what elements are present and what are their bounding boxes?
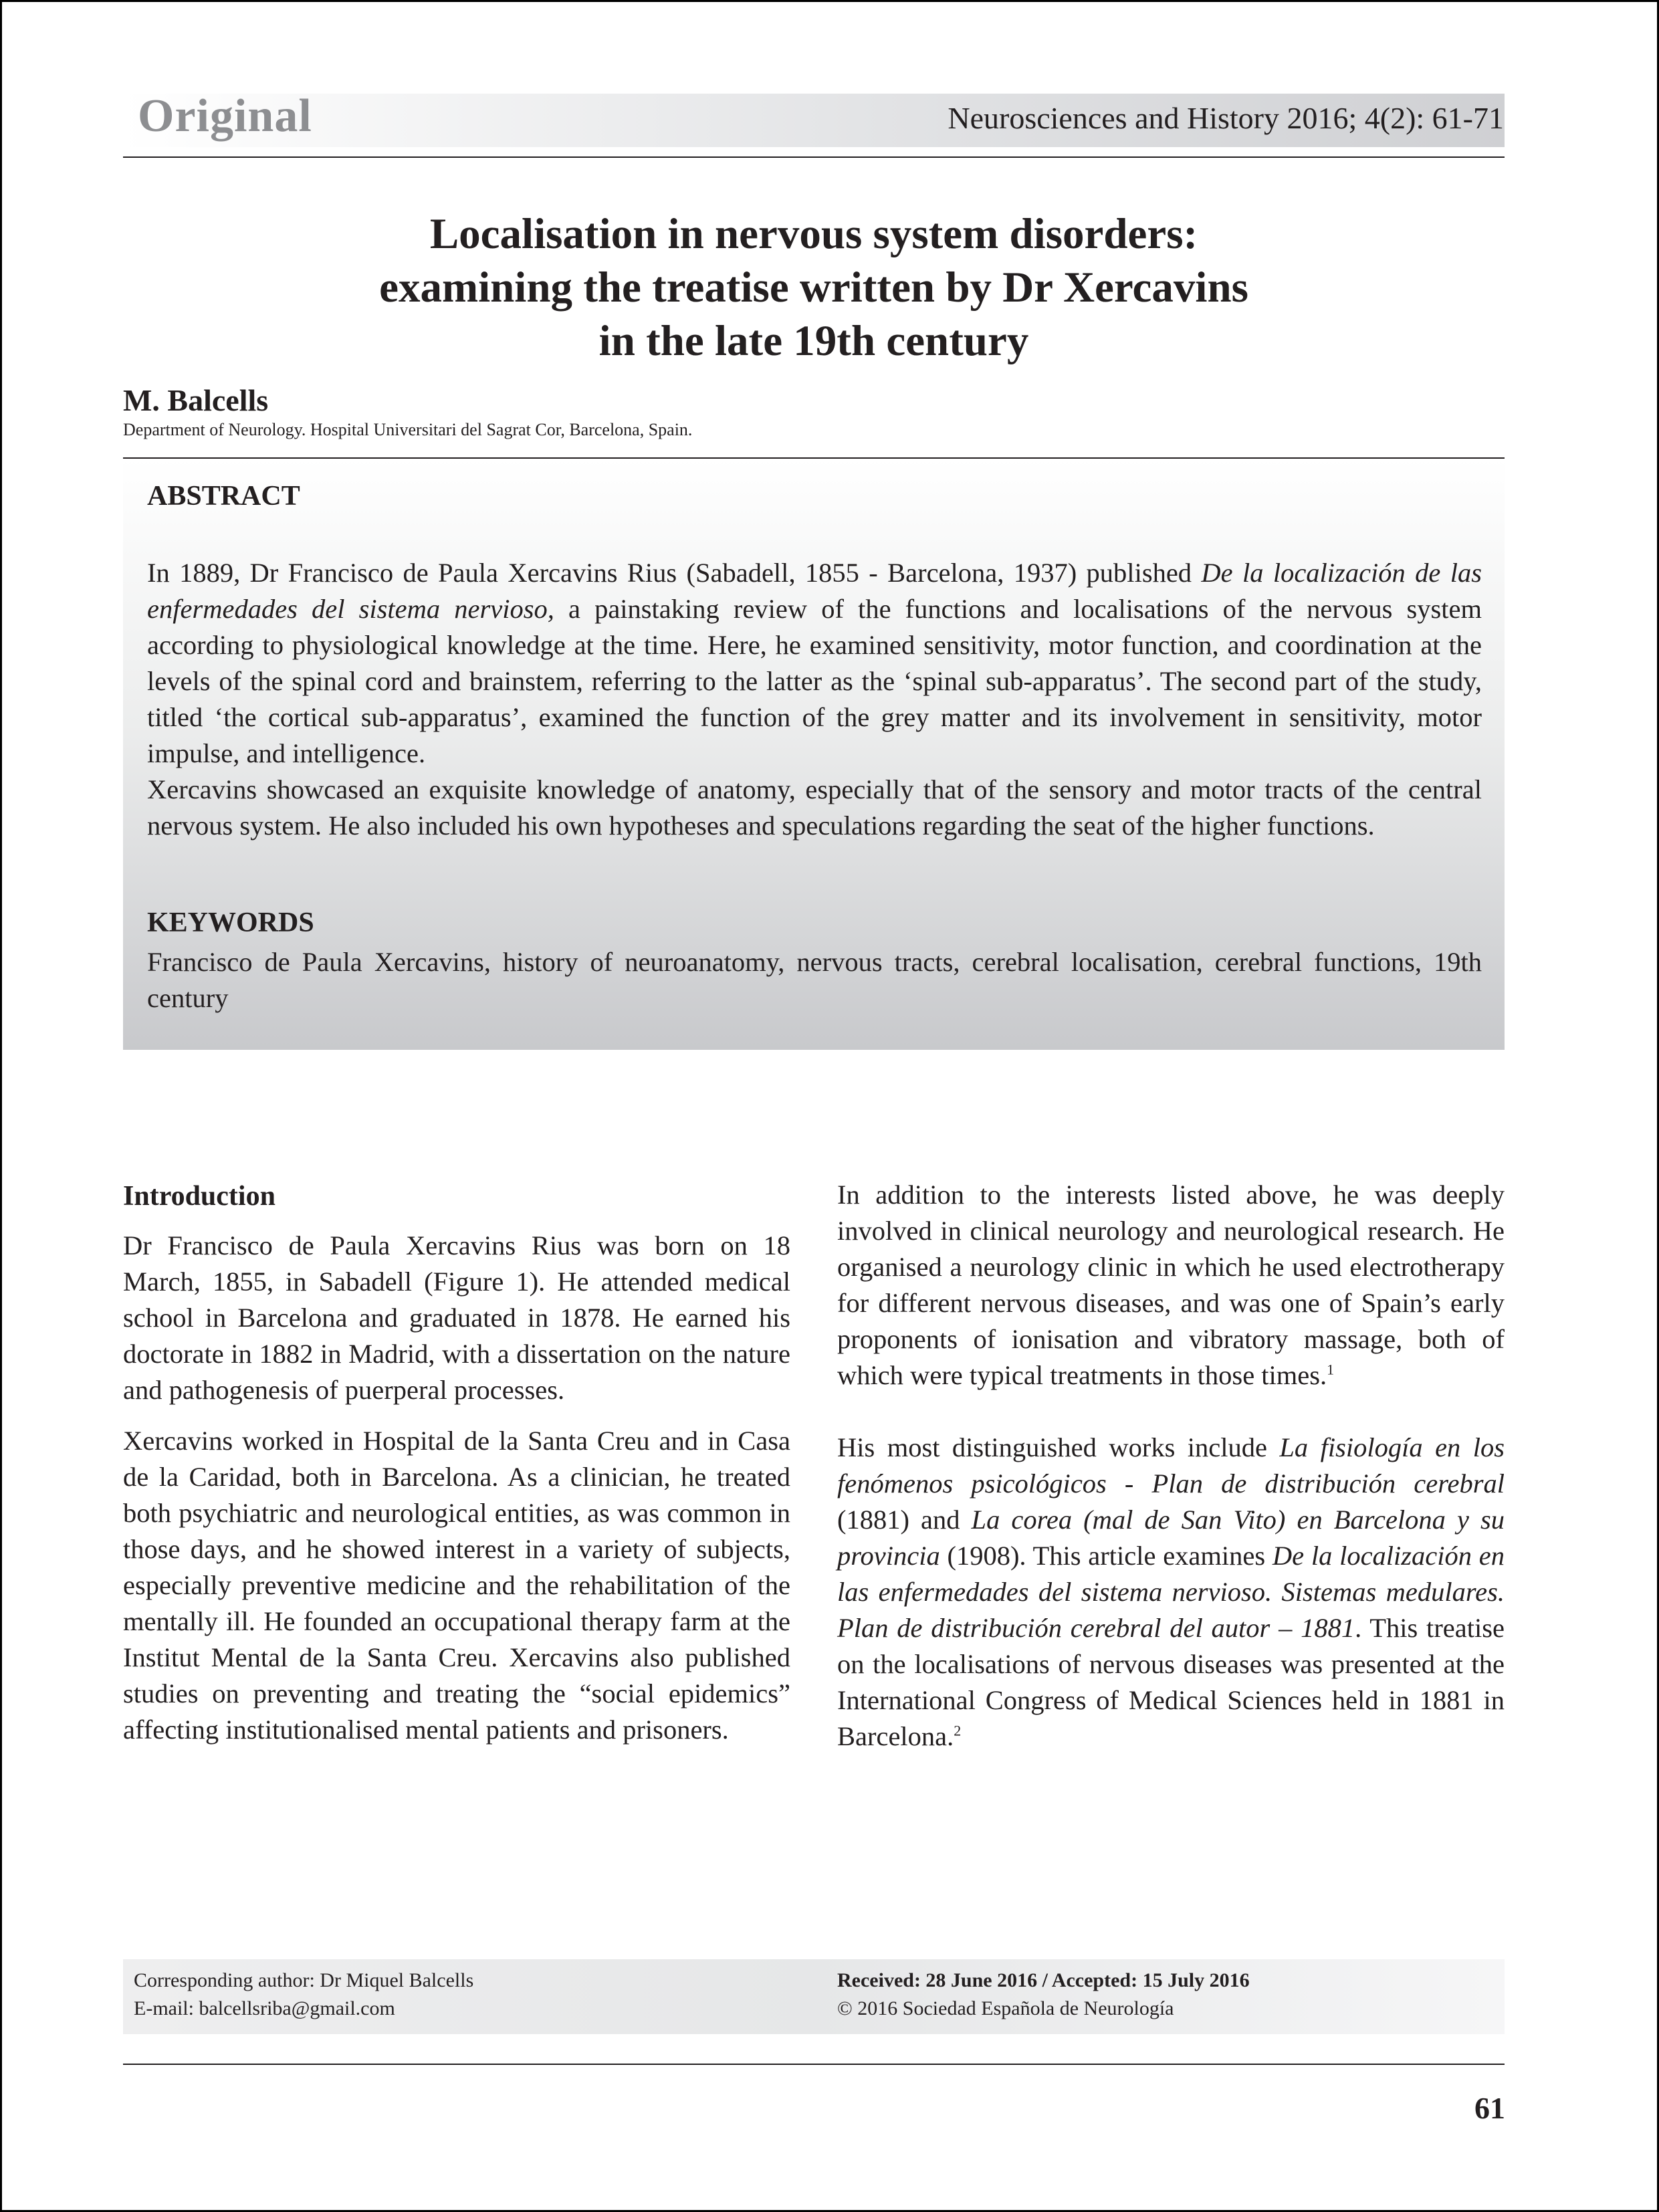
abstract-paragraph-2: Xercavins showcased an exquisite knowledge of anatomy, especially that of the sensory and motor tracts of the central nervous system. He also included his own hypotheses and speculations regarding the seat of the higher functions. [147, 774, 1482, 841]
right-paragraph-2 [837, 1430, 1505, 1755]
intro-paragraph-2: Xercavins worked in Hospital de la Santa Creu and in Casa de la Caridad, both in Barcelona. As a clinician, he treated both psychiatric and neurological entities, as was common in those days, and he showed interest in a variety of subjects, especially preventive medicine and the rehabilitation of the mentally ill. He founded an occupational therapy farm at the Institut Mental de la Santa Creu. Xercavins also published studies on preventing and treating the “social epidemics” affecting institutionalised mental patients and prisoners. [123, 1426, 790, 1745]
paragraph-text: His most distinguished works include [837, 1432, 1280, 1462]
keywords-list: Francisco de Paula Xercavins, history of neuroanatomy, nervous tracts, cerebral localisation, cerebral functions, 19th century [147, 947, 1482, 1013]
abstract-text: a painstaking review of the functions and localisations of the nervous system according to physiological knowledge at the time. Here, he examined sensitivity, motor function, and coordination at the levels of the spinal cord and brainstem, referring to the latter as the ‘spinal sub-apparatus’. The second part of the study, titled ‘the cortical sub-apparatus’, examined the function of the grey matter and its involvement in sensitivity, motor impulse, and intelligence. [147, 594, 1482, 768]
introduction-heading: Introduction [123, 1181, 275, 1212]
right-paragraph-1 [837, 1177, 1505, 1394]
title-line-1: Localisation in nervous system disorders: [429, 210, 1198, 258]
reference-marker: 2 [954, 1722, 962, 1739]
section-label: Original [138, 90, 312, 142]
article-title [123, 207, 1505, 368]
title-line-2: examining the treatise written by Dr Xercavins [379, 263, 1248, 312]
abstract-heading: ABSTRACT [147, 481, 300, 512]
keywords-heading: KEYWORDS [147, 907, 314, 938]
corresponding-name: Corresponding author: Dr Miquel Balcells [134, 1969, 474, 1991]
author-name: M. Balcells [123, 383, 269, 417]
abstract-paragraph-1 [147, 555, 1482, 772]
header-rule [123, 156, 1505, 158]
author-affiliation: Department of Neurology. Hospital Universitari del Sagrat Cor, Barcelona, Spain. [123, 420, 693, 439]
intro-paragraph-1: Dr Francisco de Paula Xercavins Rius was born on 18 March, 1855, in Sabadell (Figure 1). He attended medical school in Barcelona and graduated in 1878. He earned his doctorate in 1882 in Madrid, with a dissertation on the nature and pathogenesis of puerperal processes. [123, 1230, 790, 1405]
title-line-3: in the late 19th century [598, 317, 1029, 365]
corresponding-email: E-mail: balcellsriba@gmail.com [134, 1997, 395, 2019]
abstract-top-rule [123, 457, 1505, 459]
paragraph-text: (1908). This article examines [939, 1541, 1273, 1571]
journal-citation: Neurosciences and History 2016; 4(2): 61-71 [948, 101, 1504, 135]
abstract-book-title: De la localización de las enfermedades del sistema nervioso, [147, 558, 1482, 624]
right-column [837, 1177, 1505, 1755]
left-column [123, 1178, 790, 1748]
work-title: La corea (mal de San Vito) en Barcelona y su provincia [837, 1505, 1505, 1571]
paragraph-text: . This treatise on the localisations of nervous diseases was presented at the International Congress of Medical Sciences held in 1881 in Barcelona. [837, 1613, 1505, 1751]
paragraph-text: In addition to the interests listed above, he was deeply involved in clinical neurology and neurological research. He organised a neurology clinic in which he used electrotherapy for different nervous diseases, and was one of Spain’s early proponents of ionisation and vibratory massage, both of which were typical treatments in those times. [837, 1180, 1505, 1390]
reference-marker: 1 [1327, 1361, 1335, 1378]
publication-dates [837, 1967, 1250, 2023]
corresponding-author [134, 1967, 473, 2023]
copyright-notice: © 2016 Sociedad Española de Neurología [837, 1997, 1174, 2019]
work-title: La fisiología en los fenómenos psicológicos - Plan de distribución cerebral [837, 1432, 1505, 1499]
footer-rule [123, 2064, 1505, 2065]
page-number: 61 [1474, 2091, 1505, 2125]
paragraph-text: (1881) and [837, 1505, 972, 1535]
work-title: De la localización en las enfermedades del sistema nervioso. Sistemas medulares. Plan de distribución cerebral del autor – 1881 [837, 1541, 1505, 1643]
abstract-text: In 1889, Dr Francisco de Paula Xercavins Rius (Sabadell, 1855 - Barcelona, 1937) published [147, 558, 1202, 588]
received-accepted: Received: 28 June 2016 / Accepted: 15 July 2016 [837, 1969, 1250, 1991]
